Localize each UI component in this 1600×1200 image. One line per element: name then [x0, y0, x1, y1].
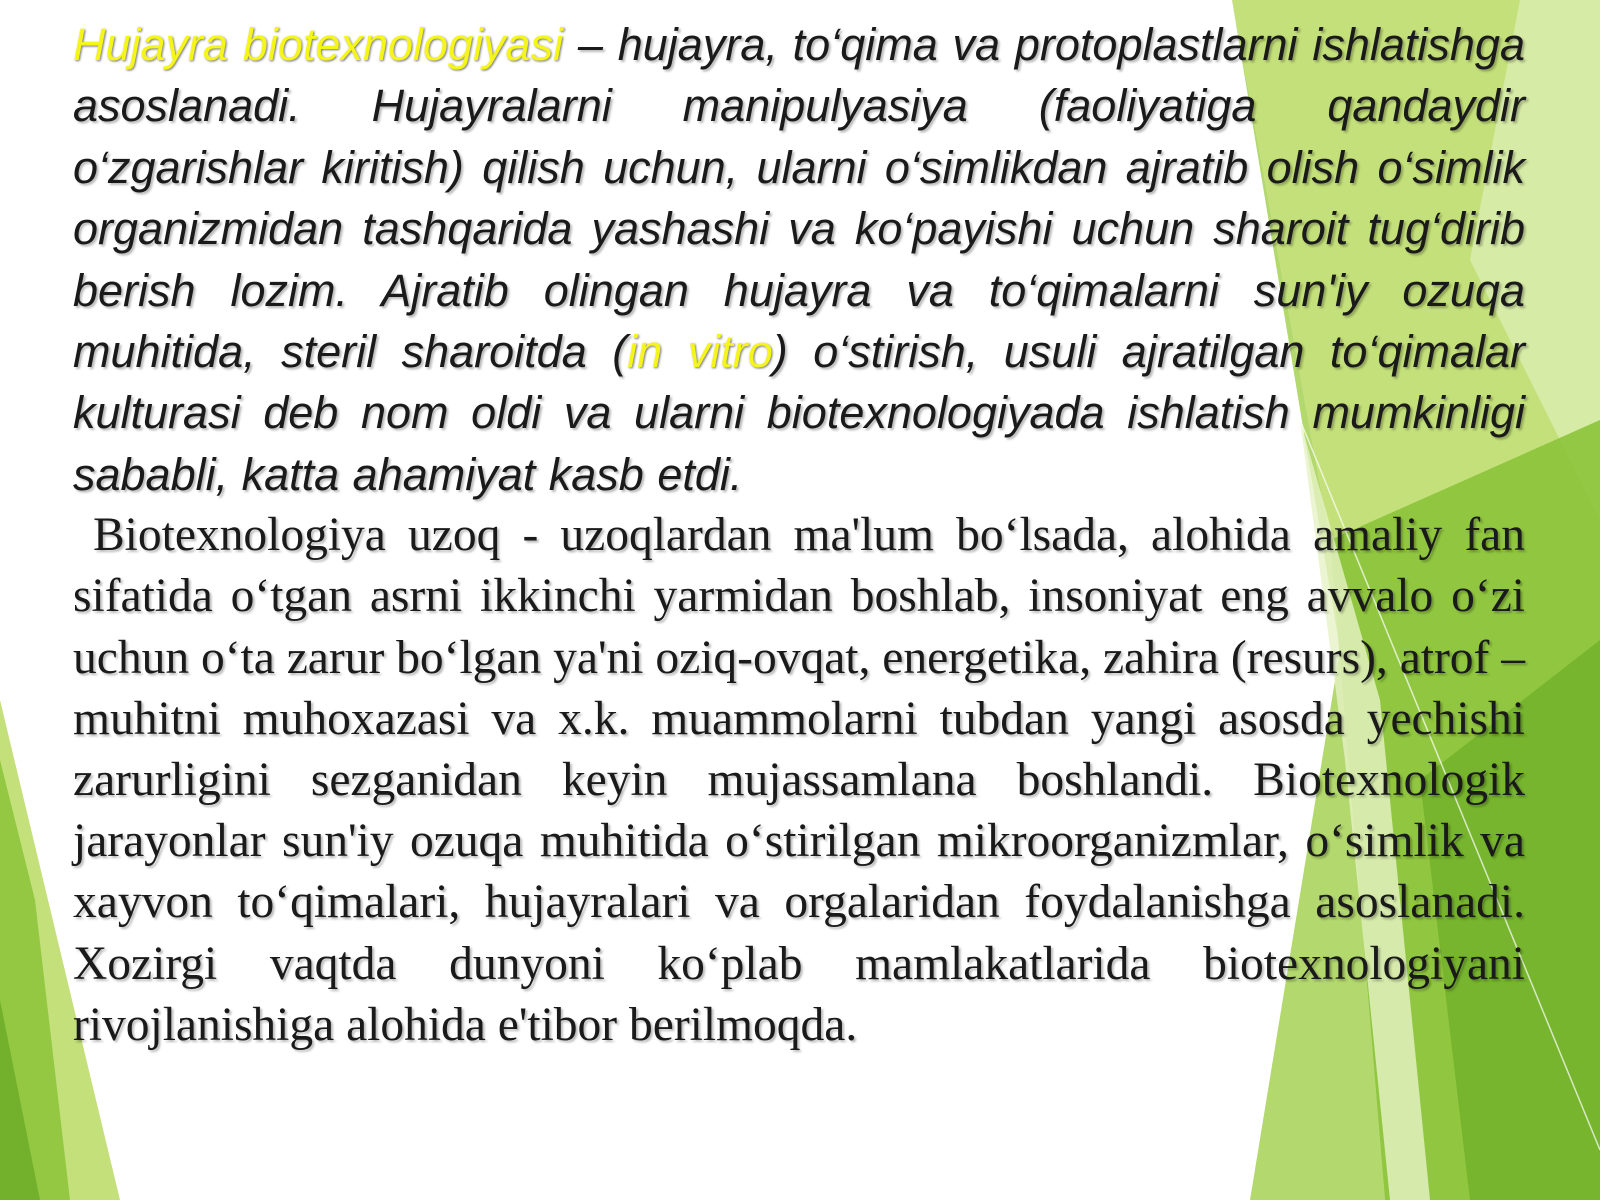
paragraph-cell-biotechnology — [73, 14, 1525, 505]
paragraph-biotechnology-history: Biotexnologiya uzoq - uzoqlardan ma'lum bo‘lsada, alohida amaliy fan sifatida o‘tgan asrni ikkinchi yarmidan boshlab, insoniyat eng avvalo o‘zi uchun o‘ta zarur bo‘lgan ya'ni oziq-ovqat, energetika, zahira (resurs), atrof – muhitni muhoxazasi va x.k. muammolarni tubdan yangi asosda yechishi zarurligini sezganidan keyin mujassamlana boshlandi. Biotexnologik jarayonlar sun'iy ozuqa muhitida o‘stirilgan mikroorganizmlar, o‘simlik va xayvon to‘qimalari, hujayralari va orgalaridan foydalanishga asoslanadi. Xozirgi vaqtda dunyoni ko‘plab mamlakatlarida biotexnologiyani rivojlanishiga alohida e'tibor berilmoqda. — [73, 509, 1525, 1051]
slide-text — [73, 14, 1525, 1056]
term-highlight: Hujayra biotexnologiyasi — [73, 19, 564, 70]
paragraph-1-text-b: ) o‘stirish, usuli ajratilgan to‘qimalar kulturasi deb nom oldi va ularni biotexnologiyada ishlatish mumkinligi sababli, katta ahamiyat kasb etdi. — [73, 326, 1525, 500]
paragraph-1-text-a: – hujayra, to‘qima va protoplastlarni ishlatishga asoslanadi. Hujayralarni manipulyasiya (faoliyatiga qandaydir o‘zgarishlar kiritish) qilish uchun, ularni o‘simlikdan ajratib olish o‘simlik organizmidan tashqarida yashashi va ko‘payishi uchun sharoit tug‘dirib berish lozim. Ajratib olingan hujayra va to‘qimalarni sun'iy ozuqa muhitida, steril sharoitda ( — [73, 19, 1525, 378]
in-vitro-highlight: in vitro — [627, 326, 773, 378]
